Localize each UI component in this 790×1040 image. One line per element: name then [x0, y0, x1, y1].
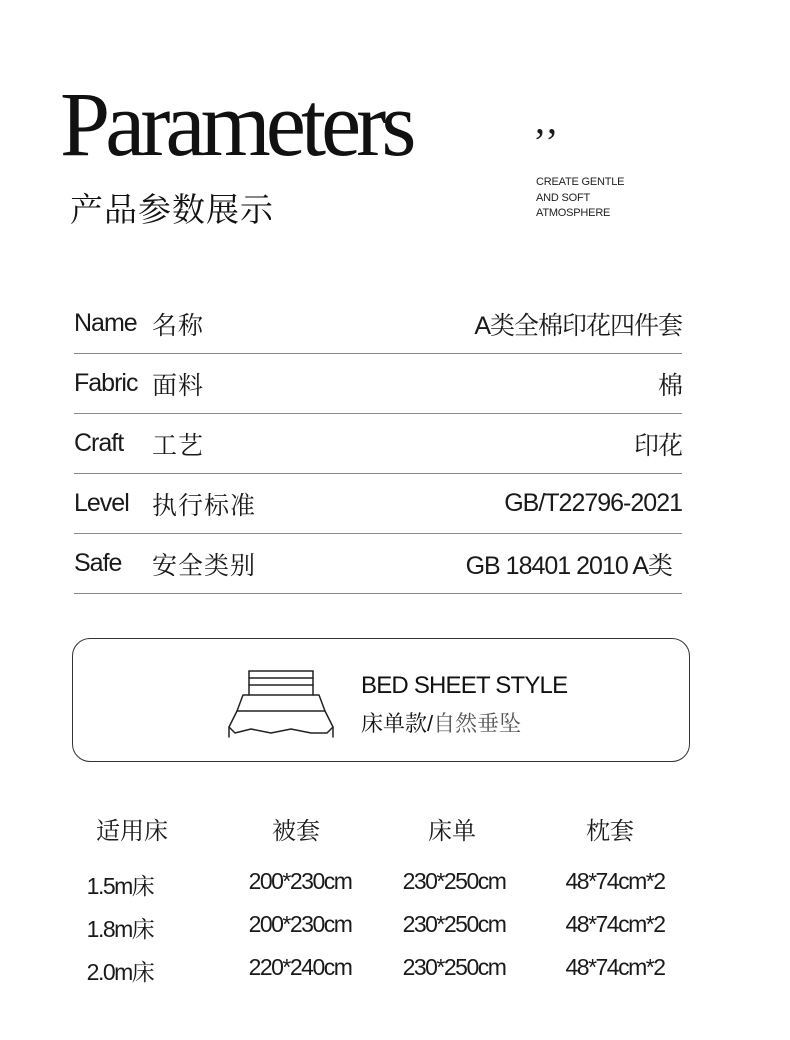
- param-value: 印花: [633, 431, 682, 460]
- style-title-cn: [361, 707, 521, 738]
- tagline: [536, 175, 624, 222]
- param-row-name: [74, 294, 682, 354]
- style-title-en: BED SHEET STYLE: [361, 672, 568, 699]
- bed-sheet-style-card: [72, 638, 690, 762]
- param-label-cn: 执行标准: [152, 491, 257, 520]
- table-cell: 200*230cm: [248, 868, 352, 894]
- table-row: [0, 911, 790, 954]
- tagline-line: AND SOFT: [536, 191, 591, 204]
- param-value: A类全棉印花四件套: [474, 311, 682, 340]
- header-cell: 被套: [272, 818, 320, 845]
- param-value: GB/T22796-2021: [504, 489, 682, 517]
- header-cell: 适用床: [96, 818, 168, 845]
- param-label-en: Safe: [74, 549, 122, 577]
- param-row-fabric: [74, 354, 682, 414]
- quote-mark: ,,: [535, 97, 559, 142]
- param-row-craft: [74, 414, 682, 474]
- param-row-safe: [74, 534, 682, 594]
- table-cell: 230*250cm: [402, 911, 506, 937]
- table-cell: 230*250cm: [402, 954, 506, 980]
- param-label-cn: 名称: [152, 311, 205, 340]
- param-label-en: Level: [74, 489, 129, 517]
- param-value: 棉: [657, 371, 682, 400]
- size-table: [0, 808, 790, 997]
- style-description: 自然垂坠: [433, 711, 522, 736]
- header-cell: 床单: [428, 818, 476, 845]
- bed-icon: [221, 667, 341, 741]
- table-cell: 1.5m床: [86, 873, 154, 899]
- table-cell: 220*240cm: [248, 954, 352, 980]
- tagline-line: CREATE GENTLE: [536, 176, 625, 188]
- table-cell: 2.0m床: [86, 959, 154, 985]
- page-title: Parameters: [60, 73, 412, 175]
- header-cell: 枕套: [586, 818, 634, 845]
- table-cell: 48*74cm*2: [565, 911, 665, 937]
- table-cell: 48*74cm*2: [565, 954, 665, 980]
- param-label-en: Craft: [74, 429, 124, 457]
- parameter-list: [74, 294, 682, 594]
- param-label-cn: 安全类别: [152, 551, 257, 580]
- table-row: [0, 868, 790, 911]
- param-row-level: [74, 474, 682, 534]
- param-label-cn: 面料: [152, 371, 205, 400]
- param-label-en: Fabric: [74, 369, 138, 397]
- table-row: [0, 954, 790, 997]
- style-separator: /: [427, 711, 434, 736]
- table-cell: 1.8m床: [86, 916, 154, 942]
- tagline-line: ATMOSPHERE: [536, 207, 611, 219]
- style-name: 床单款: [361, 711, 428, 736]
- param-label-en: Name: [74, 309, 137, 337]
- param-label-cn: 工艺: [152, 431, 205, 460]
- table-cell: 230*250cm: [402, 868, 506, 894]
- size-table-header: [0, 808, 790, 848]
- table-cell: 200*230cm: [248, 911, 352, 937]
- table-cell: 48*74cm*2: [565, 868, 665, 894]
- param-value: GB 18401 2010 A类: [465, 551, 672, 580]
- page-subtitle: 产品参数展示: [70, 191, 274, 228]
